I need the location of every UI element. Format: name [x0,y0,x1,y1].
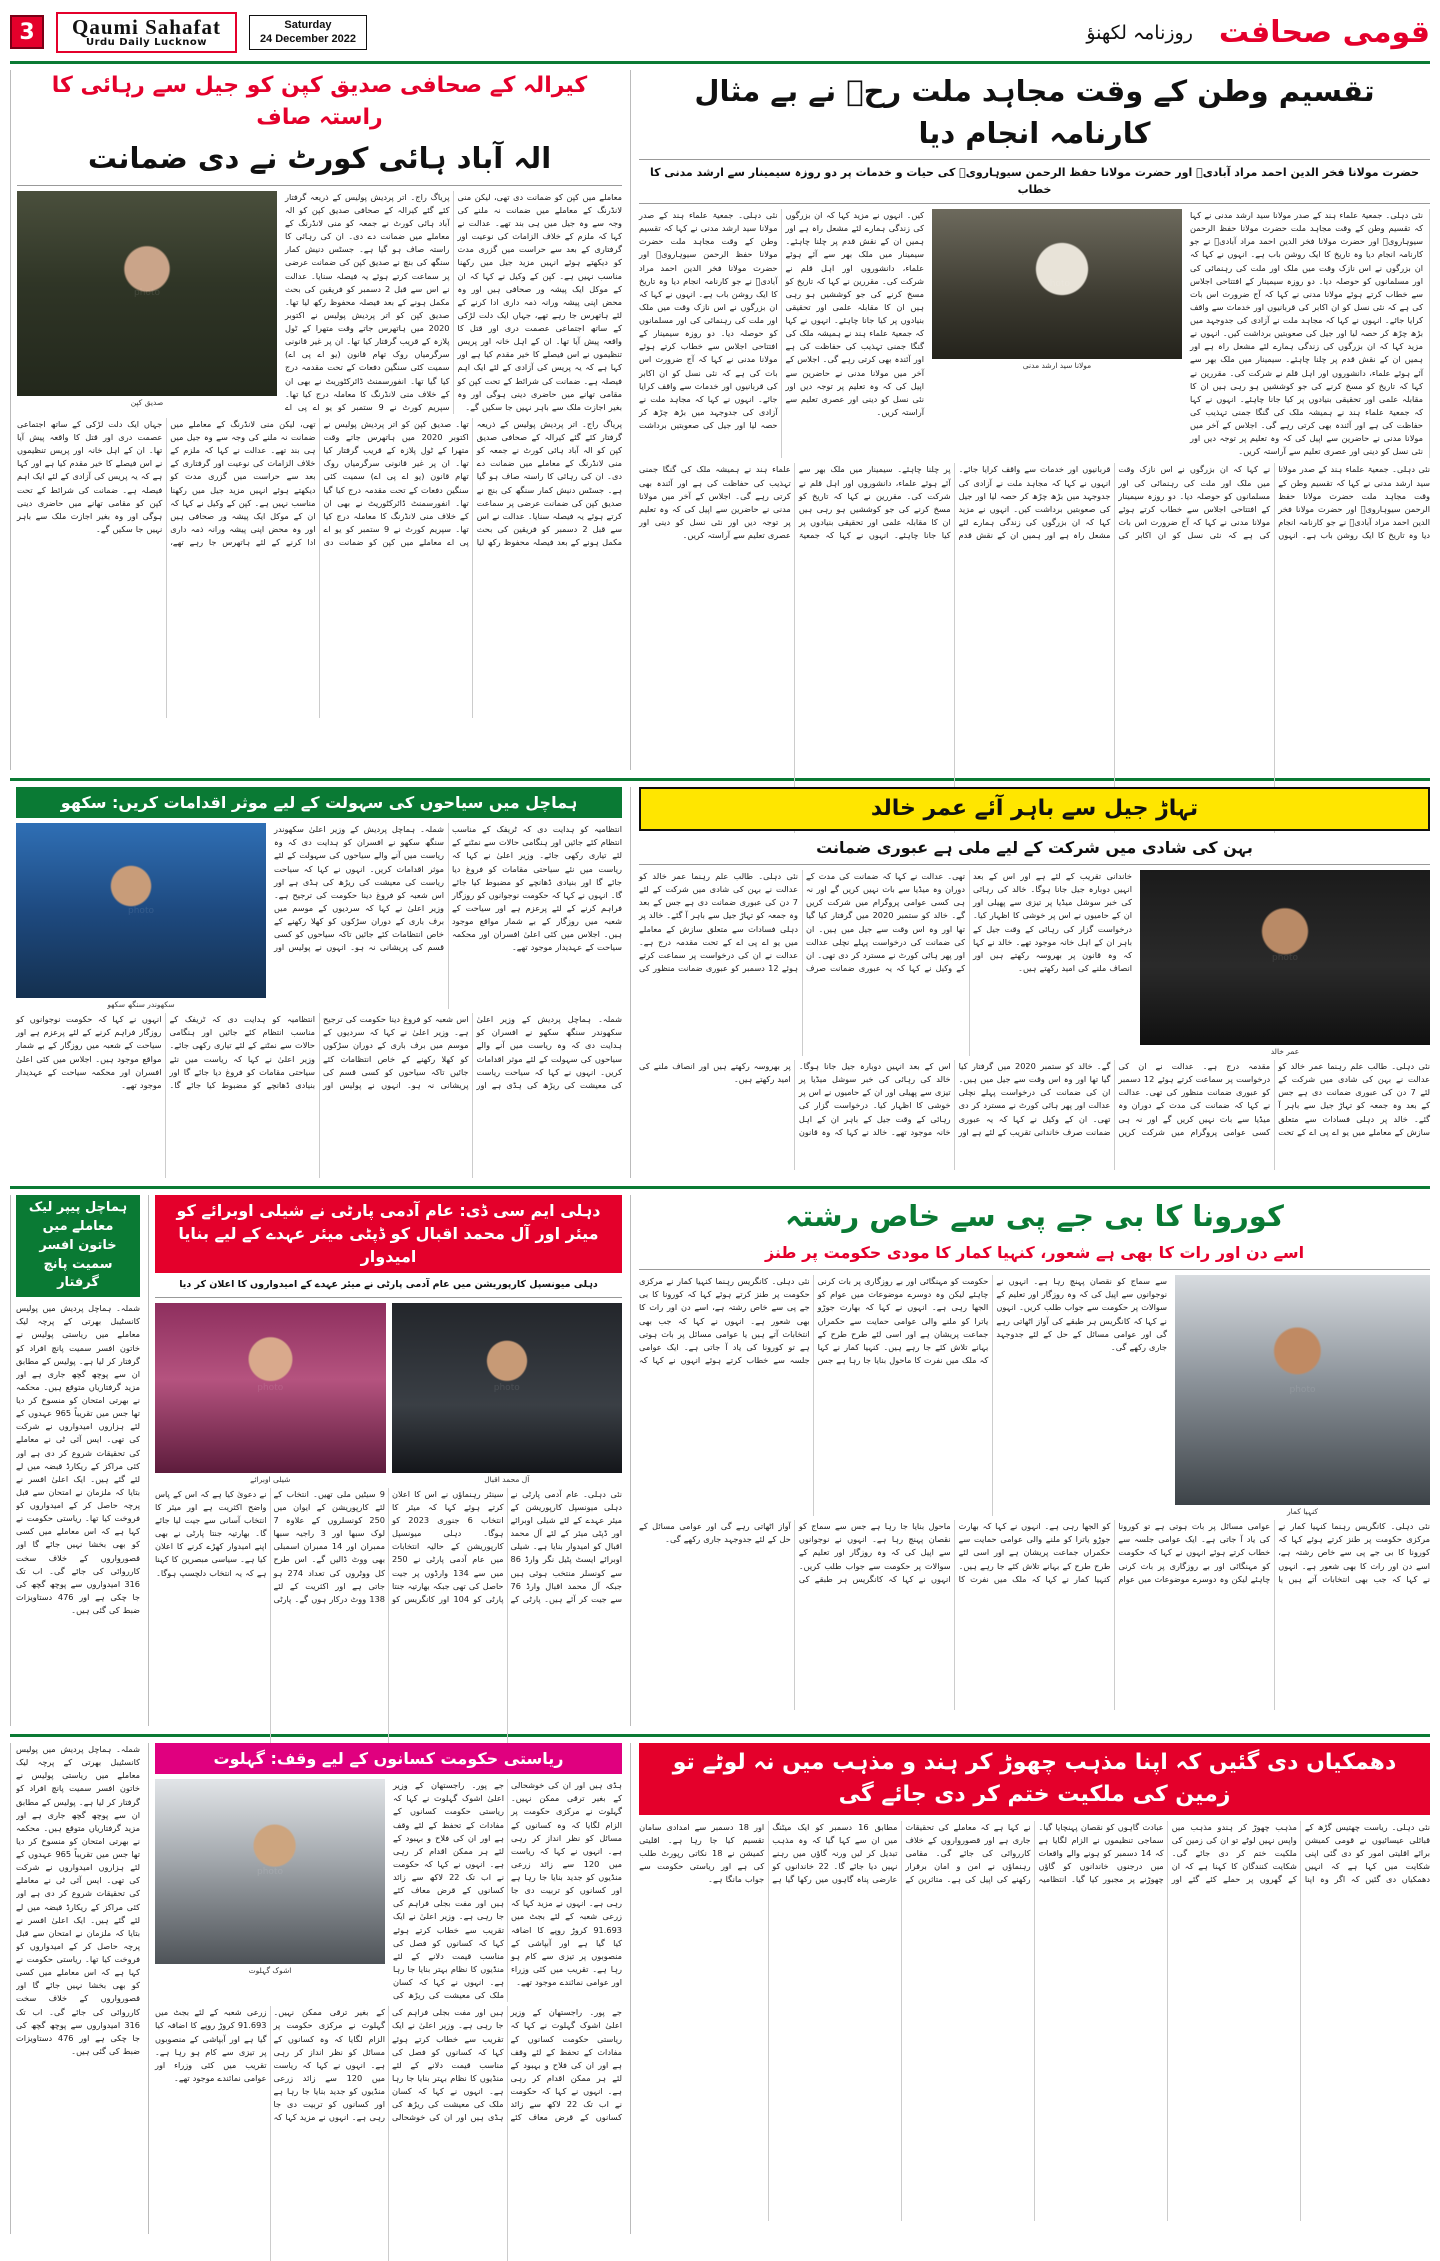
photo-placeholder-label: photo [1272,952,1298,963]
story-gehlot-headline: ریاستی حکومت کسانوں کے لیے وقف: گہلوت [155,1743,622,1774]
story-gehlot [148,1743,622,2234]
story-madani-body-side: نئی دہلی۔ جمعیۃ علماء ہند کے صدر مولانا سید ارشد مدنی نے کہا کہ تقسیم وطن کے وقت مجاہد ملت حضرت مولانا حفظ الرحمن سیوہارویؒ اور حضرت مولانا فخر الدین احمد مراد آبادیؒ نے جو کارنامہ انجام دیا وہ تاریخ کا ایک روشن باب ہے۔ انہوں نے کہا کہ ان بزرگوں نے اس نازک وقت میں ملک اور ملت کی رہنمائی کی اور مسلمانوں کو حوصلہ دیا۔ دو روزہ سیمینار کے افتتاحی اجلاس سے خطاب کرتے ہوئے مولانا مدنی نے کہا کہ آج ضرورت اس بات کی ہے کہ نئی نسل کو ان اکابر کی قربانیوں اور خدمات سے واقف کرایا جائے۔ انہوں نے کہا کہ مجاہد ملت نے آزادی کی جدوجہد میں بڑھ چڑھ کر حصہ لیا اور جیل کی صعوبتیں برداشت کیں۔ انہوں نے مزید کہا کہ ان بزرگوں کی زندگی ہمارے لئے مشعل راہ ہے اور ہمیں ان کے نقش قدم پر چلنا چاہئے۔ سیمینار میں ملک بھر سے آئے ہوئے علماء، دانشوروں اور اہل قلم نے شرکت کی۔ مقررین نے کہا کہ تاریخ کو مسخ کرنے کی جو کوششیں ہو رہی ہیں ان کا مقابلہ علمی اور تحقیقی بنیادوں پر کیا جانا چاہئے۔ انہوں نے کہا کہ جمعیۃ علماء ہند نے ہمیشہ ملک کی گنگا جمنی تہذیب کی حفاظت کی ہے اور آئندہ بھی کرتی رہے گی۔ اجلاس کے آخر میں مولانا مدنی نے حاضرین سے اپیل کی کہ وہ تعلیم پر توجہ دیں اور نئی نسل کو دینی اور عصری تعلیم سے آراستہ کریں۔ [1190,210,1423,457]
story-himachal-photo-caption: سکھوندر سنگھ سکھو [107,1000,175,1010]
masthead-urdu-title: قومی صحافت [1218,15,1430,50]
story-umar-khalid [630,787,1430,1178]
story-conversion-threats-headline: دھمکیاں دی گئیں کہ اپنا مذہب چھوڑ کر ہند و مذہب میں نہ لوٹے تو زمین کی ملکیت ختم کر دی جائے گی [639,1743,1430,1815]
story-kappan-photo-wrap [17,191,277,414]
story-kanhaiya-photo-caption: کنہیا کمار [1287,1507,1318,1517]
story-mcd-photo-right-wrap [392,1303,623,1484]
story-paper-leak [10,1195,140,1726]
story-gehlot-body: جے پور۔ راجستھان کے وزیر اعلیٰ اشوک گہلوت نے کہا کہ ریاستی حکومت کسانوں کے مفادات کے تحفظ کے لئے وقف ہے اور ان کی فلاح و بہبود کے لئے ہر ممکن اقدام کر رہی ہے۔ انہوں نے کہا کہ حکومت نے اب تک 22 لاکھ سے زائد کسانوں کے قرض معاف کئے ہیں اور مفت بجلی فراہم کی جا رہی ہے۔ وزیر اعلیٰ نے ایک تقریب سے خطاب کرتے ہوئے کہا کہ کسانوں کو فصل کی مناسب قیمت دلانے کے لئے منڈیوں کا نظام بہتر بنایا جا رہا ہے۔ انہوں نے کہا کہ کسان ملک کی معیشت کی ریڑھ کی ہڈی ہیں اور ان کی خوشحالی کے بغیر ترقی ممکن نہیں۔ گہلوت نے مرکزی حکومت پر الزام لگایا کہ وہ کسانوں کے مسائل کو نظر انداز کر رہی ہے۔ انہوں نے کہا کہ ریاست میں 120 سے زائد زرعی منڈیوں کو جدید بنایا جا رہا ہے اور کسانوں کو تربیت دی جا رہی ہے۔ انہوں نے مزید کہا کہ زرعی شعبہ کے لئے بجٹ میں 91.693 کروڑ روپے کا اضافہ کیا گیا ہے اور آبپاشی کے منصوبوں پر تیزی سے کام ہو رہا ہے۔ تقریب میں کئی وزراء اور عوامی نمائندے موجود تھے۔ [393,1780,622,2001]
story-umar-khalid-photo [1140,870,1430,1045]
story-himachal-photo [16,823,266,998]
story-madani-headline: تقسیم وطن کے وقت مجاہد ملت رحؒ نے بے مثال کارنامہ انجام دیا [694,74,1375,151]
story-kanhaiya [630,1195,1430,1726]
story-kappan-headline-1: کیرالہ کے صحافی صدیق کپن کو جیل سے رہائی کا راستہ صاف [51,73,588,130]
story-umar-khalid-subhead: بہن کی شادی میں شرکت کے لیے ملی ہے عبوری ضمانت [816,837,1253,857]
story-kanhaiya-headline: کورونا کا بی جے پی سے خاص رشتہ [785,1199,1284,1233]
photo-placeholder-label: photo [128,905,154,916]
photo-placeholder-label: photo [1289,1385,1316,1396]
masthead-date [249,15,367,51]
story-kanhaiya-body: نئی دہلی۔ کانگریس رہنما کنہیا کمار نے مرکزی حکومت پر طنز کرتے ہوئے کہا کہ کورونا کا بی جے پی سے خاص رشتہ ہے، اسے دن اور رات کا بھی شعور ہے۔ انہوں نے کہا کہ جب بھی انتخابات آتے ہیں یا عوامی مسائل پر بات ہوتی ہے تو کورونا کی یاد آ جاتی ہے۔ ایک عوامی جلسہ سے خطاب کرتے ہوئے انہوں نے کہا کہ حکومت کو مہنگائی اور بے روزگاری پر بات کرنی چاہئے لیکن وہ دوسرے موضوعات میں عوام کو الجھا رہی ہے۔ انہوں نے کہا کہ بھارت جوڑو یاترا کو ملنے والی عوامی حمایت سے حکمراں جماعت پریشان ہے اور اسی لئے طرح طرح کے بہانے تلاش کئے جا رہے ہیں۔ کنہیا کمار نے کہا کہ ملک میں نفرت کا ماحول بنایا جا رہا ہے جس سے سماج کو نقصان پہنچ رہا ہے۔ انہوں نے نوجوانوں سے اپیل کی کہ وہ روزگار اور تعلیم کے سوالات پر حکومت سے جواب طلب کریں۔ انہوں نے کہا کہ کانگریس ہر طبقے کی آواز اٹھاتی رہے گی اور عوامی مسائل کے حل کے لئے جدوجہد جاری رکھے گی۔ [639,1276,1167,1365]
masthead-date-full: 24 December 2022 [259,33,356,46]
paper-logo-title: Qaumi Sahafat [72,15,221,40]
top-block [10,70,1430,770]
story-madani-body: نئی دہلی۔ جمعیۃ علماء ہند کے صدر مولانا سید ارشد مدنی نے کہا کہ تقسیم وطن کے وقت مجاہد ملت حضرت مولانا حفظ الرحمن سیوہارویؒ اور حضرت مولانا فخر الدین احمد مراد آبادیؒ نے جو کارنامہ انجام دیا وہ تاریخ کا ایک روشن باب ہے۔ انہوں نے کہا کہ ان بزرگوں نے اس نازک وقت میں ملک اور ملت کی رہنمائی کی اور مسلمانوں کو حوصلہ دیا۔ دو روزہ سیمینار کے افتتاحی اجلاس سے خطاب کرتے ہوئے مولانا مدنی نے کہا کہ آج ضرورت اس بات کی ہے کہ نئی نسل کو ان اکابر کی قربانیوں اور خدمات سے واقف کرایا جائے۔ انہوں نے کہا کہ مجاہد ملت نے آزادی کی جدوجہد میں بڑھ چڑھ کر حصہ لیا اور جیل کی صعوبتیں برداشت کیں۔ انہوں نے مزید کہا کہ ان بزرگوں کی زندگی ہمارے لئے مشعل راہ ہے اور ہمیں ان کے نقش قدم پر چلنا چاہئے۔ سیمینار میں ملک بھر سے آئے ہوئے علماء، دانشوروں اور اہل قلم نے شرکت کی۔ مقررین نے کہا کہ تاریخ کو مسخ کرنے کی جو کوششیں ہو رہی ہیں ان کا مقابلہ علمی اور تحقیقی بنیادوں پر کیا جانا چاہئے۔ انہوں نے کہا کہ جمعیۃ علماء ہند نے ہمیشہ ملک کی گنگا جمنی تہذیب کی حفاظت کی ہے اور آئندہ بھی کرتی رہے گی۔ اجلاس کے آخر میں مولانا مدنی نے حاضرین سے اپیل کی کہ وہ تعلیم پر توجہ دیں اور نئی نسل کو دینی اور عصری تعلیم سے آراستہ کریں۔ [639,210,924,431]
story-mcd-photo-iqbal [392,1303,623,1473]
masthead [10,8,1430,64]
story-kappan-photo [17,191,277,396]
photo-placeholder-label: photo [134,288,160,299]
story-mcd-caption-shelly: شیلی اوبرائے [250,1474,291,1484]
story-paper-leak-body-cont: شملہ۔ ہماچل پردیش میں پولیس کانسٹیبل بھرتی کے پرچہ لیک معاملے میں ریاستی پولیس نے خاتون افسر سمیت پانچ افراد کو گرفتار کر لیا ہے۔ پولیس کے مطابق ان سے پوچھ گچھ جاری ہے اور مزید گرفتاریاں متوقع ہیں۔ محکمہ نے بھرتی امتحان کو منسوخ کر دیا تھا جس میں تقریباً 965 عہدوں کے لئے ہزاروں امیدواروں نے شرکت کی تھی۔ ایس آئی ٹی نے معاملے کی تحقیقات شروع کر دی ہے اور کئی مراکز کے ریکارڈ قبضہ میں لے لئے گئے ہیں۔ ایک اعلیٰ افسر نے بتایا کہ ملزمان نے امتحان سے قبل پرچہ حاصل کر کے امیدواروں کو فروخت کیا تھا۔ ریاستی حکومت نے کہا ہے کہ اس معاملے میں کسی کو بھی بخشا نہیں جائے گا اور قصورواروں کے خلاف سخت کارروائی کی جائے گی۔ اب تک 316 امیدواروں سے پوچھ گچھ کی جا چکی ہے اور 476 دستاویزات ضبط کی گئی ہیں۔ [16,1744,140,2056]
story-gehlot-photo-wrap [155,1779,385,2002]
story-umar-khalid-photo-caption: عمر خالد [1270,1047,1300,1057]
masthead-right [1086,15,1430,50]
story-mcd [148,1195,622,1726]
story-madani-subhead: حضرت مولانا فخر الدین احمد مراد آبادیؒ اور حضرت مولانا حفظ الرحمن سیوہارویؒ کی حیات و خدمات پر دو روزہ سیمینار سے ارشد مدنی کا خطاب [649,166,1420,196]
story-mcd-subhead: دہلی میونسپل کارپوریشن میں عام آدمی پارٹی نے میئر عہدے کے امیدواروں کا اعلان کر دیا [179,1278,598,1290]
story-gehlot-body-cont: جے پور۔ راجستھان کے وزیر اعلیٰ اشوک گہلوت نے کہا کہ ریاستی حکومت کسانوں کے مفادات کے تحفظ کے لئے وقف ہے اور ان کی فلاح و بہبود کے لئے ہر ممکن اقدام کر رہی ہے۔ انہوں نے کہا کہ حکومت نے اب تک 22 لاکھ سے زائد کسانوں کے قرض معاف کئے ہیں اور مفت بجلی فراہم کی جا رہی ہے۔ وزیر اعلیٰ نے ایک تقریب سے خطاب کرتے ہوئے کہا کہ کسانوں کو فصل کی مناسب قیمت دلانے کے لئے منڈیوں کا نظام بہتر بنایا جا رہا ہے۔ انہوں نے کہا کہ کسان ملک کی معیشت کی ریڑھ کی ہڈی ہیں اور ان کی خوشحالی کے بغیر ترقی ممکن نہیں۔ گہلوت نے مرکزی حکومت پر الزام لگایا کہ وہ کسانوں کے مسائل کو نظر انداز کر رہی ہے۔ انہوں نے کہا کہ ریاست میں 120 سے زائد زرعی منڈیوں کو جدید بنایا جا رہا ہے اور کسانوں کو تربیت دی جا رہی ہے۔ انہوں نے مزید کہا کہ زرعی شعبہ کے لئے بجٹ میں 91.693 کروڑ روپے کا اضافہ کیا گیا ہے اور آبپاشی کے منصوبوں پر تیزی سے کام ہو رہا ہے۔ تقریب میں کئی وزراء اور عوامی نمائندے موجود تھے۔ [155,2007,622,2123]
story-himachal-tourism-headline: ہماچل میں سیاحوں کی سہولت کے لیے موثر اقدامات کریں: سکھو [16,787,622,818]
story-conversion-threats [630,1743,1430,2234]
story-gehlot-photo-caption: اشوک گہلوت [248,1966,292,1976]
story-umar-khalid-headline: تہاڑ جیل سے باہر آئے عمر خالد [639,787,1430,831]
story-kappan [10,70,622,770]
masthead-day: Saturday [284,18,332,31]
story-kappan-body: پریاگ راج۔ اتر پردیش پولیس کے ذریعہ گرفتار کئے گئے کیرالہ کے صحافی صدیق کپن کو الہ آباد ہائی کورٹ نے جمعہ کو منی لانڈرنگ کے معاملے میں ضمانت دے دی۔ ان کی رہائی کا راستہ صاف ہو گیا ہے۔ جسٹس دنیش کمار سنگھ کی بنچ نے صدیق کپن کی ضمانت عرضی پر سماعت کرتے ہوئے یہ فیصلہ سنایا۔ عدالت نے اس سے قبل 2 دسمبر کو فریقین کی بحث مکمل ہونے کے بعد فیصلہ محفوظ رکھ لیا تھا۔ صدیق کپن کو اتر پردیش پولیس نے اکتوبر 2020 میں ہاتھرس جاتے وقت متھرا کے ٹول پلازہ کے قریب گرفتار کیا تھا۔ ان پر غیر قانونی سرگرمیاں روک تھام قانون (یو اے پی اے) سمیت کئی سنگین دفعات کے تحت مقدمہ درج کیا گیا تھا۔ انفورسمنٹ ڈائرکٹوریٹ نے بھی ان کے خلاف منی لانڈرنگ کا معاملہ درج کیا تھا۔ سپریم کورٹ نے 9 ستمبر کو یو اے پی اے معاملے میں کپن کو ضمانت دی تھی، لیکن منی لانڈرنگ کے معاملے میں ضمانت نہ ملنے کی وجہ سے وہ جیل میں ہی بند تھے۔ عدالت نے کہا کہ ملزم کے خلاف الزامات کی نوعیت اور گرفتاری کے بعد سے حراست میں گزری مدت کو دیکھتے ہوئے انہیں مزید جیل میں رکھنا مناسب نہیں ہے۔ کپن کے وکیل نے کہا کہ ان کے موکل ایک پیشہ ور صحافی ہیں اور وہ محض اپنی پیشہ ورانہ ذمہ داری ادا کرنے کے لئے ہاتھرس جا رہے تھے، جہاں ایک دلت لڑکی کے ساتھ اجتماعی عصمت دری اور قتل کا واقعہ پیش آیا تھا۔ ان کے اہل خانہ اور پریس تنظیموں نے اس فیصلے کا خیر مقدم کیا ہے اور کہا ہے کہ یہ پریس کی آزادی کے لئے ایک اہم فیصلہ ہے۔ ضمانت کی شرائط کے تحت کپن کو مقامی تھانے میں حاضری دینی ہوگی اور وہ بغیر اجازت ملک سے باہر نہیں جا سکیں گے۔ [285,191,622,412]
photo-placeholder-label: photo [257,1382,284,1393]
story-himachal-body-cont: شملہ۔ ہماچل پردیش کے وزیر اعلیٰ سکھوندر سنگھ سکھو نے افسران کو ہدایت دی کہ وہ ریاست میں آنے والے سیاحوں کی سہولت کے لئے موثر اقدامات کریں۔ انہوں نے کہا کہ سیاحت ریاست کی معیشت کی ریڑھ کی ہڈی ہے اور اس شعبہ کو فروغ دینا حکومت کی ترجیح ہے۔ وزیر اعلیٰ نے کہا کہ سردیوں کے موسم میں برف باری کے دوران سڑکوں کو کھلا رکھنے کے خاص انتظامات کئے جائیں تاکہ سیاحوں کو کسی قسم کی پریشانی نہ ہو۔ انہوں نے پولیس اور انتظامیہ کو ہدایت دی کہ ٹریفک کے مناسب انتظام کئے جائیں اور ہنگامی حالات سے نمٹنے کے لئے تیاری رکھی جائے۔ وزیر اعلیٰ نے کہا کہ ریاست میں نئے سیاحتی مقامات کو فروغ دیا جائے گا اور بنیادی ڈھانچے کو مضبوط کیا جائے گا۔ انہوں نے کہا کہ حکومت نوجوانوں کو روزگار فراہم کرنے کے لئے پرعزم ہے اور سیاحت کے شعبہ میں روزگار کے بے شمار مواقع موجود ہیں۔ اجلاس میں کئی اعلیٰ افسران اور محکمہ سیاحت کے عہدیدار موجود تھے۔ [16,1014,622,1090]
story-mcd-photo-shelly [155,1303,386,1473]
story-mcd-body: نئی دہلی۔ عام آدمی پارٹی نے دہلی میونسپل کارپوریشن کے میئر عہدے کے لئے شیلی اوبرائے اور ڈپٹی میئر کے لئے آل محمد اقبال کو امیدوار بنایا ہے۔ شیلی اوبرائے ایسٹ پٹیل نگر وارڈ 86 سے کونسلر منتخب ہوئی ہیں جبکہ آل محمد اقبال وارڈ 76 سے جیت کر آئے ہیں۔ پارٹی کے سینئر رہنماؤں نے اس کا اعلان کرتے ہوئے کہا کہ میئر کا انتخاب 6 جنوری 2023 کو ہوگا۔ دہلی میونسپل کارپوریشن کے حالیہ انتخابات میں عام آدمی پارٹی نے 250 میں سے 134 وارڈوں پر جیت حاصل کی تھی جبکہ بھارتیہ جنتا پارٹی کو 104 اور کانگریس کو 9 سیٹیں ملی تھیں۔ انتخاب کے لئے کارپوریشن کے ایوان میں 250 کونسلروں کے علاوہ 7 لوک سبھا اور 3 راجیہ سبھا ممبران اور 14 ممبران اسمبلی بھی ووٹ ڈالیں گے۔ اس طرح کل ووٹروں کی تعداد 274 ہو جاتی ہے اور اکثریت کے لئے 138 ووٹ درکار ہوں گے۔ پارٹی نے دعویٰ کیا ہے کہ اس کے پاس واضح اکثریت ہے اور میئر کا انتخاب آسانی سے جیت لیا جائے گا۔ بھارتیہ جنتا پارٹی نے بھی اپنے امیدوار کھڑے کرنے کا اعلان کیا ہے۔ سیاسی مبصرین کا کہنا ہے کہ یہ انتخاب دلچسپ ہوگا۔ [155,1488,622,1604]
story-himachal-tourism [10,787,622,1178]
story-paper-leak-cont [10,1743,140,2234]
story-himachal-photo-wrap [16,823,266,1009]
story-madani-photo [932,209,1182,359]
story-madani [630,70,1430,770]
page-number-badge: 3 [10,15,44,49]
story-kanhaiya-photo-wrap [1175,1275,1430,1516]
story-mcd-photo-left-wrap [155,1303,386,1484]
bottom-block [10,1734,1430,2234]
story-madani-photo-caption: مولانا سید ارشد مدنی [1022,361,1092,371]
third-block [10,1186,1430,1726]
masthead-left [10,12,367,53]
photo-placeholder-label: photo [493,1382,520,1393]
story-himachal-body: شملہ۔ ہماچل پردیش کے وزیر اعلیٰ سکھوندر سنگھ سکھو نے افسران کو ہدایت دی کہ وہ ریاست میں آنے والے سیاحوں کی سہولت کے لئے موثر اقدامات کریں۔ انہوں نے کہا کہ سیاحت ریاست کی معیشت کی ریڑھ کی ہڈی ہے اور اس شعبہ کو فروغ دینا حکومت کی ترجیح ہے۔ وزیر اعلیٰ نے کہا کہ سردیوں کے موسم میں برف باری کے دوران سڑکوں کو کھلا رکھنے کے خاص انتظامات کئے جائیں تاکہ سیاحوں کو کسی قسم کی پریشانی نہ ہو۔ انہوں نے پولیس اور انتظامیہ کو ہدایت دی کہ ٹریفک کے مناسب انتظام کئے جائیں اور ہنگامی حالات سے نمٹنے کے لئے تیاری رکھی جائے۔ وزیر اعلیٰ نے کہا کہ ریاست میں نئے سیاحتی مقامات کو فروغ دیا جائے گا اور بنیادی ڈھانچے کو مضبوط کیا جائے گا۔ انہوں نے کہا کہ حکومت نوجوانوں کو روزگار فراہم کرنے کے لئے پرعزم ہے اور سیاحت کے شعبہ میں روزگار کے بے شمار مواقع موجود ہیں۔ اجلاس میں کئی اعلیٰ افسران اور محکمہ سیاحت کے عہدیدار موجود تھے۔ [274,824,622,953]
photo-placeholder-label: photo [257,1866,283,1877]
story-mcd-headline: دہلی ایم سی ڈی: عام آدمی پارٹی نے شیلی اوبرائے کو میئر اور آل محمد اقبال کو ڈپٹی میئر عہدے کے لیے بنایا امیدوار [155,1195,622,1273]
story-kappan-photo-caption: صدیق کپن [130,397,164,407]
paper-logo [56,12,237,53]
story-madani-photo-wrap [932,209,1182,458]
story-kappan-headline-2: الہ آباد ہائی کورٹ نے دی ضمانت [87,140,552,175]
story-kanhaiya-photo [1175,1275,1430,1505]
story-mcd-caption-iqbal: آل محمد اقبال [484,1474,530,1484]
story-paper-leak-body: شملہ۔ ہماچل پردیش میں پولیس کانسٹیبل بھرتی کے پرچہ لیک معاملے میں ریاستی پولیس نے خاتون افسر سمیت پانچ افراد کو گرفتار کر لیا ہے۔ پولیس کے مطابق ان سے پوچھ گچھ جاری ہے اور مزید گرفتاریاں متوقع ہیں۔ محکمہ نے بھرتی امتحان کو منسوخ کر دیا تھا جس میں تقریباً 965 عہدوں کے لئے ہزاروں امیدواروں نے شرکت کی تھی۔ ایس آئی ٹی نے معاملے کی تحقیقات شروع کر دی ہے اور کئی مراکز کے ریکارڈ قبضہ میں لے لئے گئے ہیں۔ ایک اعلیٰ افسر نے بتایا کہ ملزمان نے امتحان سے قبل پرچہ حاصل کر کے امیدواروں کو فروخت کیا تھا۔ ریاستی حکومت نے کہا ہے کہ اس معاملے میں کسی کو بھی بخشا نہیں جائے گا اور قصورواروں کے خلاف سخت کارروائی کی جائے گی۔ اب تک 316 امیدواروں سے پوچھ گچھ کی جا چکی ہے اور 476 دستاویزات ضبط کی گئی ہیں۔ [16,1303,140,1616]
story-paper-leak-headline: ہماچل پیپر لیک معاملے میں خاتون افسر سمیت پانچ گرفتار [16,1195,140,1297]
story-umar-khalid-body: نئی دہلی۔ طالب علم رہنما عمر خالد کو عدالت نے بہن کی شادی میں شرکت کے لئے 7 دن کی عبوری ضمانت دی ہے جس کے بعد وہ جمعہ کو تہاڑ جیل سے باہر آ گئے۔ خالد پر دہلی فسادات سے متعلق سازش کے معاملے میں یو اے پی اے کے تحت مقدمہ درج ہے۔ عدالت نے ان کی درخواست پر سماعت کرتے ہوئے 12 دسمبر کو عبوری ضمانت منظور کی تھی۔ عدالت نے کہا کہ ضمانت کی مدت کے دوران وہ میڈیا سے بات نہیں کریں گے اور نہ ہی کسی عوامی پروگرام میں شرکت کریں گے۔ خالد کو ستمبر 2020 میں گرفتار کیا گیا تھا اور وہ اس وقت سے جیل میں ہیں۔ ان کی ضمانت کی درخواست پہلے نچلی عدالت اور پھر ہائی کورٹ نے مسترد کر دی تھی۔ ان کے وکیل نے کہا کہ یہ عبوری ضمانت صرف خاندانی تقریب کے لئے ہے اور اس کے بعد انہیں دوبارہ جیل جانا ہوگا۔ خالد کی رہائی کی خبر سوشل میڈیا پر تیزی سے پھیلی اور ان کے حامیوں نے اس پر خوشی کا اظہار کیا۔ درخواست گزار کی رہائی کے وقت جیل کے باہر ان کے اہل خانہ موجود تھے۔ خالد نے کہا کہ وہ قانون پر بھروسہ رکھتے ہیں اور انصاف ملنے کی امید رکھتے ہیں۔ [639,871,1132,973]
masthead-urdu-subtitle: روزنامہ لکھنؤ [1086,21,1193,44]
story-kanhaiya-subhead: اسے دن اور رات کا بھی ہے شعور، کنہیا کمار کا مودی حکومت پر طنز [764,1243,1305,1263]
story-madani-body-cont: نئی دہلی۔ جمعیۃ علماء ہند کے صدر مولانا سید ارشد مدنی نے کہا کہ تقسیم وطن کے وقت مجاہد ملت حضرت مولانا حفظ الرحمن سیوہارویؒ اور حضرت مولانا فخر الدین احمد مراد آبادیؒ نے جو کارنامہ انجام دیا وہ تاریخ کا ایک روشن باب ہے۔ انہوں نے کہا کہ ان بزرگوں نے اس نازک وقت میں ملک اور ملت کی رہنمائی کی اور مسلمانوں کو حوصلہ دیا۔ دو روزہ سیمینار کے افتتاحی اجلاس سے خطاب کرتے ہوئے مولانا مدنی نے کہا کہ آج ضرورت اس بات کی ہے کہ نئی نسل کو ان اکابر کی قربانیوں اور خدمات سے واقف کرایا جائے۔ انہوں نے کہا کہ مجاہد ملت نے آزادی کی جدوجہد میں بڑھ چڑھ کر حصہ لیا اور جیل کی صعوبتیں برداشت کیں۔ انہوں نے مزید کہا کہ ان بزرگوں کی زندگی ہمارے لئے مشعل راہ ہے اور ہمیں ان کے نقش قدم پر چلنا چاہئے۔ سیمینار میں ملک بھر سے آئے ہوئے علماء، دانشوروں اور اہل قلم نے شرکت کی۔ مقررین نے کہا کہ تاریخ کو مسخ کرنے کی جو کوششیں ہو رہی ہیں ان کا مقابلہ علمی اور تحقیقی بنیادوں پر کیا جانا چاہئے۔ انہوں نے کہا کہ جمعیۃ علماء ہند نے ہمیشہ ملک کی گنگا جمنی تہذیب کی حفاظت کی ہے اور آئندہ بھی کرتی رہے گی۔ اجلاس کے آخر میں مولانا مدنی نے حاضرین سے اپیل کی کہ وہ تعلیم پر توجہ دیں اور نئی نسل کو دینی اور عصری تعلیم سے آراستہ کریں۔ [639,464,1430,541]
photo-placeholder-label: photo [1044,279,1070,290]
story-umar-khalid-photo-wrap [1140,870,1430,1056]
story-conversion-threats-body: نئی دہلی۔ ریاست چھتیس گڑھ کے قبائلی عیسائیوں نے قومی کمیشن برائے اقلیتی امور کو دی گئی اپنی شکایت میں کہا ہے کہ انہیں دھمکیاں دی گئیں کہ اگر وہ اپنا مذہب چھوڑ کر ہندو مذہب میں واپس نہیں لوٹے تو ان کی زمین کی ملکیت ختم کر دی جائے گی۔ شکایت کنندگان کا کہنا ہے کہ ان کے گھروں پر حملے کئے گئے اور عبادت گاہوں کو نقصان پہنچایا گیا۔ سماجی تنظیموں نے الزام لگایا ہے کہ 14 دسمبر کو ہونے والے واقعات میں درجنوں خاندانوں کو گاؤں چھوڑنے پر مجبور کیا گیا۔ انتظامیہ نے کہا ہے کہ معاملے کی تحقیقات جاری ہے اور قصورواروں کے خلاف کارروائی کی جائے گی۔ مقامی رہنماؤں نے امن و امان برقرار رکھنے کی اپیل کی ہے۔ متاثرین کے مطابق 16 دسمبر کو ایک میٹنگ میں ان سے کہا گیا کہ وہ مذہب تبدیل کر لیں ورنہ گاؤں میں رہنے نہیں دیا جائے گا۔ 22 خاندانوں کو عارضی پناہ گاہوں میں رکھا گیا ہے اور 18 دسمبر سے امدادی سامان تقسیم کیا جا رہا ہے۔ اقلیتی کمیشن نے 18 نکاتی رپورٹ طلب کی ہے اور ریاستی حکومت سے جواب مانگا ہے۔ [639,1821,1430,1885]
paper-logo-subtitle: Urdu Daily Lucknow [85,37,207,49]
second-block [10,778,1430,1178]
story-gehlot-photo [155,1779,385,1964]
story-umar-khalid-body-cont: نئی دہلی۔ طالب علم رہنما عمر خالد کو عدالت نے بہن کی شادی میں شرکت کے لئے 7 دن کی عبوری ضمانت دی ہے جس کے بعد وہ جمعہ کو تہاڑ جیل سے باہر آ گئے۔ خالد پر دہلی فسادات سے متعلق سازش کے معاملے میں یو اے پی اے کے تحت مقدمہ درج ہے۔ عدالت نے ان کی درخواست پر سماعت کرتے ہوئے 12 دسمبر کو عبوری ضمانت منظور کی تھی۔ عدالت نے کہا کہ ضمانت کی مدت کے دوران وہ میڈیا سے بات نہیں کریں گے اور نہ ہی کسی عوامی پروگرام میں شرکت کریں گے۔ خالد کو ستمبر 2020 میں گرفتار کیا گیا تھا اور وہ اس وقت سے جیل میں ہیں۔ ان کی ضمانت کی درخواست پہلے نچلی عدالت اور پھر ہائی کورٹ نے مسترد کر دی تھی۔ ان کے وکیل نے کہا کہ یہ عبوری ضمانت صرف خاندانی تقریب کے لئے ہے اور اس کے بعد انہیں دوبارہ جیل جانا ہوگا۔ خالد کی رہائی کی خبر سوشل میڈیا پر تیزی سے پھیلی اور ان کے حامیوں نے اس پر خوشی کا اظہار کیا۔ درخواست گزار کی رہائی کے وقت جیل کے باہر ان کے اہل خانہ موجود تھے۔ خالد نے کہا کہ وہ قانون پر بھروسہ رکھتے ہیں اور انصاف ملنے کی امید رکھتے ہیں۔ [639,1061,1430,1137]
story-kanhaiya-body-cont: نئی دہلی۔ کانگریس رہنما کنہیا کمار نے مرکزی حکومت پر طنز کرتے ہوئے کہا کہ کورونا کا بی جے پی سے خاص رشتہ ہے، اسے دن اور رات کا بھی شعور ہے۔ انہوں نے کہا کہ جب بھی انتخابات آتے ہیں یا عوامی مسائل پر بات ہوتی ہے تو کورونا کی یاد آ جاتی ہے۔ ایک عوامی جلسہ سے خطاب کرتے ہوئے انہوں نے کہا کہ حکومت کو مہنگائی اور بے روزگاری پر بات کرنی چاہئے لیکن وہ دوسرے موضوعات میں عوام کو الجھا رہی ہے۔ انہوں نے کہا کہ بھارت جوڑو یاترا کو ملنے والی عوامی حمایت سے حکمراں جماعت پریشان ہے اور اسی لئے طرح طرح کے بہانے تلاش کئے جا رہے ہیں۔ کنہیا کمار نے کہا کہ ملک میں نفرت کا ماحول بنایا جا رہا ہے جس سے سماج کو نقصان پہنچ رہا ہے۔ انہوں نے نوجوانوں سے اپیل کی کہ وہ روزگار اور تعلیم کے سوالات پر حکومت سے جواب طلب کریں۔ انہوں نے کہا کہ کانگریس ہر طبقے کی آواز اٹھاتی رہے گی اور عوامی مسائل کے حل کے لئے جدوجہد جاری رکھے گی۔ [639,1521,1430,1584]
story-kappan-body-cont: پریاگ راج۔ اتر پردیش پولیس کے ذریعہ گرفتار کئے گئے کیرالہ کے صحافی صدیق کپن کو الہ آباد ہائی کورٹ نے جمعہ کو منی لانڈرنگ کے معاملے میں ضمانت دے دی۔ ان کی رہائی کا راستہ صاف ہو گیا ہے۔ جسٹس دنیش کمار سنگھ کی بنچ نے صدیق کپن کی ضمانت عرضی پر سماعت کرتے ہوئے یہ فیصلہ سنایا۔ عدالت نے اس سے قبل 2 دسمبر کو فریقین کی بحث مکمل ہونے کے بعد فیصلہ محفوظ رکھ لیا تھا۔ صدیق کپن کو اتر پردیش پولیس نے اکتوبر 2020 میں ہاتھرس جاتے وقت متھرا کے ٹول پلازہ کے قریب گرفتار کیا تھا۔ ان پر غیر قانونی سرگرمیاں روک تھام قانون (یو اے پی اے) سمیت کئی سنگین دفعات کے تحت مقدمہ درج کیا گیا تھا۔ انفورسمنٹ ڈائرکٹوریٹ نے بھی ان کے خلاف منی لانڈرنگ کا معاملہ درج کیا تھا۔ سپریم کورٹ نے 9 ستمبر کو یو اے پی اے معاملے میں کپن کو ضمانت دی تھی، لیکن منی لانڈرنگ کے معاملے میں ضمانت نہ ملنے کی وجہ سے وہ جیل میں ہی بند تھے۔ عدالت نے کہا کہ ملزم کے خلاف الزامات کی نوعیت اور گرفتاری کے بعد سے حراست میں گزری مدت کو دیکھتے ہوئے انہیں مزید جیل میں رکھنا مناسب نہیں ہے۔ کپن کے وکیل نے کہا کہ ان کے موکل ایک پیشہ ور صحافی ہیں اور وہ محض اپنی پیشہ ورانہ ذمہ داری ادا کرنے کے لئے ہاتھرس جا رہے تھے، جہاں ایک دلت لڑکی کے ساتھ اجتماعی عصمت دری اور قتل کا واقعہ پیش آیا تھا۔ ان کے اہل خانہ اور پریس تنظیموں نے اس فیصلے کا خیر مقدم کیا ہے اور کہا ہے کہ یہ پریس کی آزادی کے لئے ایک اہم فیصلہ ہے۔ ضمانت کی شرائط کے تحت کپن کو مقامی تھانے میں حاضری دینی ہوگی اور وہ بغیر اجازت ملک سے باہر نہیں جا سکیں گے۔ [17,418,623,548]
